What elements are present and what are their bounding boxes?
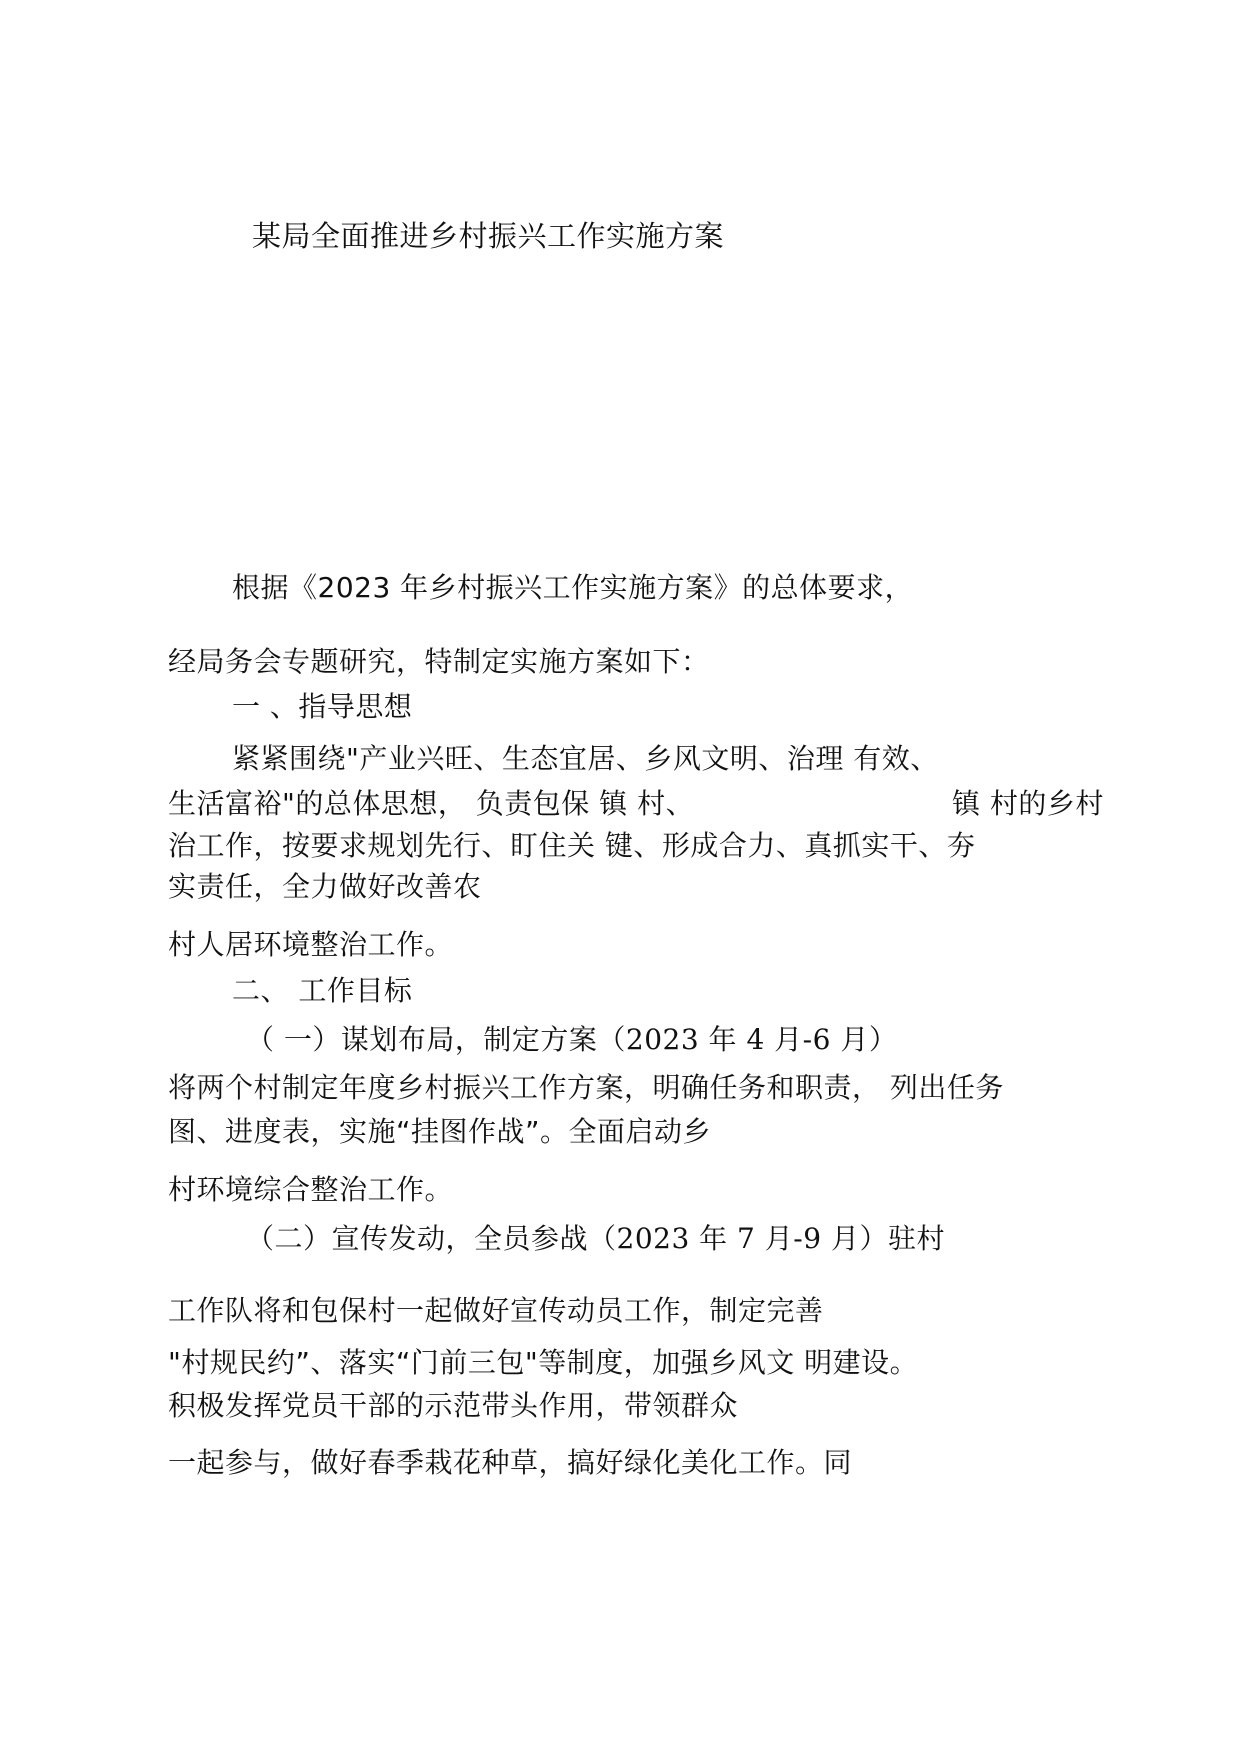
paragraph-line: 实责任，全力做好改善农 (168, 870, 482, 903)
paragraph-line: "村规民约”、落实“门前三包"等制度，加强乡风文 明建设。 (168, 1346, 919, 1379)
section-heading: 一 、指导思想 (232, 690, 413, 723)
paragraph-line: 将两个村制定年度乡村振兴工作方案，明确任务和职责， 列出任务 (168, 1071, 1004, 1104)
paragraph-line: 村环境综合整治工作。 (168, 1173, 454, 1206)
document-title: 某局全面推进乡村振兴工作实施方案 (252, 219, 725, 253)
paragraph-line: 根据《2023 年乡村振兴工作实施方案》的总体要求， (232, 571, 914, 604)
section-heading: 二、 工作目标 (232, 974, 413, 1007)
paragraph-line: 村人居环境整治工作。 (168, 928, 454, 961)
paragraph-line: 工作队将和包保村一起做好宣传动员工作，制定完善 (168, 1294, 824, 1327)
subsection-heading: （ 一）谋划布局，制定方案（2023 年 4 月-6 月） (246, 1023, 898, 1056)
paragraph-line: 图、进度表，实施“挂图作战”。全面启动乡 (168, 1115, 712, 1148)
paragraph-line: 生活富裕"的总体思想， 负责包保 镇 村、 (168, 787, 695, 820)
subsection-heading: （二）宣传发动，全员参战（2023 年 7 月-9 月）驻村 (246, 1222, 945, 1255)
paragraph-line: 紧紧围绕"产业兴旺、生态宜居、乡风文明、治理 有效、 (232, 742, 939, 775)
paragraph-line: 积极发挥党员干部的示范带头作用，带领群众 (168, 1389, 739, 1422)
paragraph-line-fragment: 镇 村的乡村 (952, 787, 1104, 820)
paragraph-line: 治工作，按要求规划先行、盯住关 键、形成合力、真抓实干、夯 (168, 829, 976, 862)
paragraph-line: 经局务会专题研究，特制定实施方案如下： (168, 645, 710, 678)
paragraph-line: 一起参与，做好春季栽花种草，搞好绿化美化工作。同 (168, 1446, 853, 1479)
